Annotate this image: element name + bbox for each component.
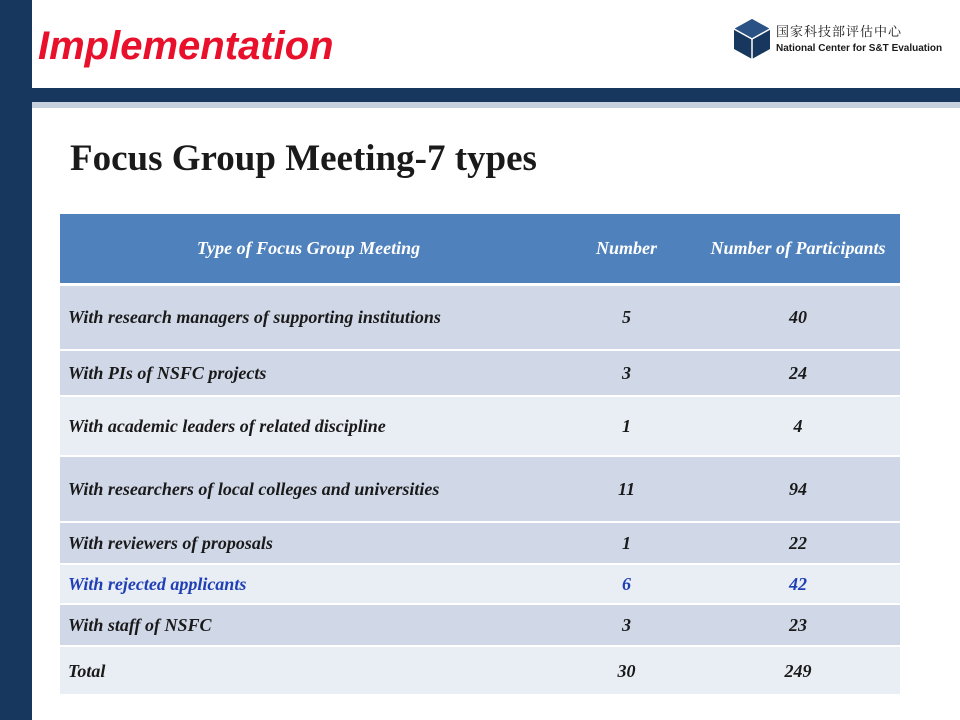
number-cell: 11 — [557, 456, 696, 522]
logo-english-name: National Center for S&T Evaluation — [776, 43, 943, 54]
table-row — [60, 350, 900, 396]
participants-cell: 24 — [696, 350, 900, 396]
number-cell: 1 — [557, 396, 696, 456]
column-header-participants: Number of Participants — [696, 214, 900, 284]
type-cell: With rejected applicants — [60, 564, 557, 604]
participants-cell: 23 — [696, 604, 900, 646]
slide-title: Focus Group Meeting-7 types — [70, 138, 537, 179]
number-cell: 1 — [557, 522, 696, 564]
header-title: Implementation — [38, 24, 334, 68]
type-cell: With staff of NSFC — [60, 604, 557, 646]
hexagon-cube-icon — [733, 18, 771, 60]
table-row — [60, 456, 900, 522]
table-row — [60, 396, 900, 456]
table-row-total — [60, 646, 900, 694]
participants-cell: 40 — [696, 284, 900, 350]
type-cell: With reviewers of proposals — [60, 522, 557, 564]
table-row — [60, 522, 900, 564]
type-cell: With research managers of supporting institutions — [60, 284, 557, 350]
participants-cell: 4 — [696, 396, 900, 456]
table-row — [60, 564, 900, 604]
type-cell: With researchers of local colleges and universities — [60, 456, 557, 522]
type-cell: With academic leaders of related discipline — [60, 396, 557, 456]
table-row — [60, 604, 900, 646]
number-cell: 5 — [557, 284, 696, 350]
table-row — [60, 284, 900, 350]
table-header-row — [60, 214, 900, 284]
header-divider-band — [32, 88, 960, 102]
number-cell: 3 — [557, 350, 696, 396]
left-accent-bar — [0, 0, 32, 720]
logo-chinese-name: 国家科技部评估中心 — [776, 25, 903, 40]
number-cell: 3 — [557, 604, 696, 646]
column-header-type: Type of Focus Group Meeting — [60, 214, 557, 284]
type-cell: Total — [60, 646, 557, 694]
participants-cell: 249 — [696, 646, 900, 694]
participants-cell: 22 — [696, 522, 900, 564]
type-cell: With PIs of NSFC projects — [60, 350, 557, 396]
focus-group-table — [60, 214, 900, 694]
participants-cell: 94 — [696, 456, 900, 522]
participants-cell: 42 — [696, 564, 900, 604]
number-cell: 30 — [557, 646, 696, 694]
number-cell: 6 — [557, 564, 696, 604]
header-divider-shadow — [32, 102, 960, 108]
logo — [733, 16, 953, 60]
column-header-number: Number — [557, 214, 696, 284]
